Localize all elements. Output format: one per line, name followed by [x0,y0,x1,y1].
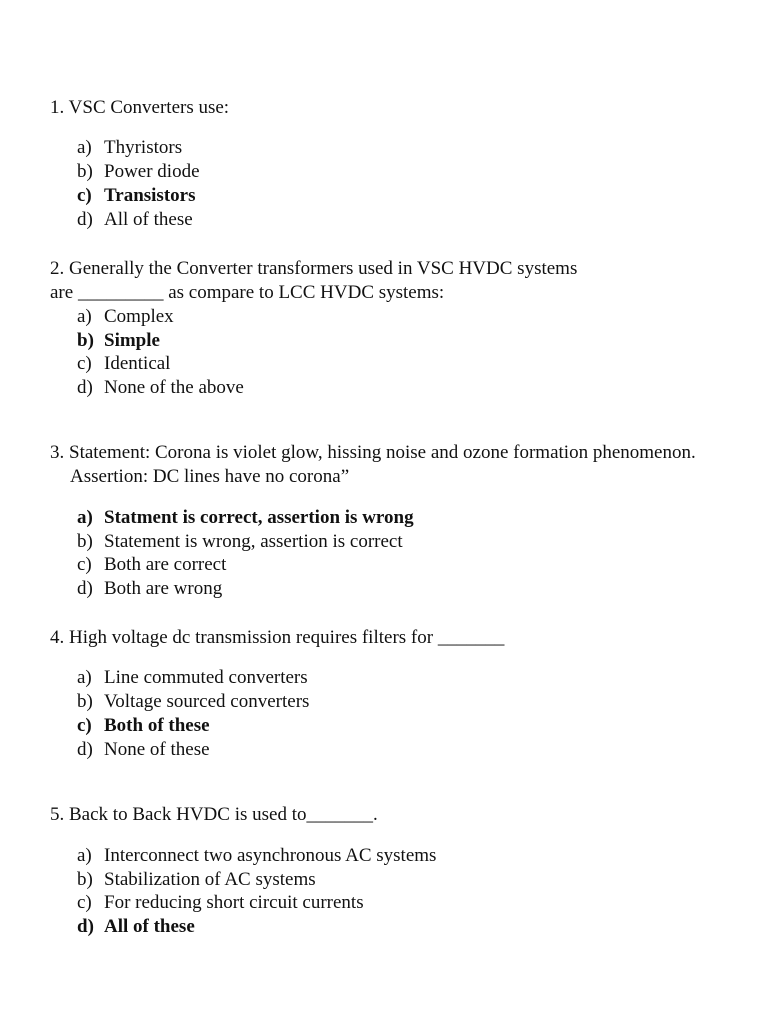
question-5-stem-line-1: 5. Back to Back HVDC is used to_______. [50,804,378,825]
question-1-option-d [77,208,193,232]
option-letter: d) [77,739,93,760]
option-text: Statment is correct, assertion is wrong [104,507,414,528]
option-text: All of these [104,916,195,937]
question-5-option-d [77,915,195,939]
option-text: Thyristors [104,137,183,158]
question-4-stem-line-1: 4. High voltage dc transmission requires filters for _______ [50,627,505,648]
option-text: Voltage sourced converters [104,691,310,712]
option-text: Both of these [104,715,210,736]
option-letter: c) [77,892,92,913]
option-text: None of these [104,739,210,760]
option-text: None of the above [104,377,244,398]
option-letter: c) [77,554,92,575]
option-text: Both are wrong [104,578,223,599]
question-3-option-c [77,553,226,577]
option-text: For reducing short circuit currents [104,892,364,913]
question-3-stem-line-1: 3. Statement: Corona is violet glow, hissing noise and ozone formation phenomenon. [50,442,696,463]
option-text: Simple [104,330,160,351]
question-1-stem-line-1: 1. VSC Converters use: [50,97,230,118]
option-letter: b) [77,330,94,351]
question-1-option-b [77,160,200,184]
question-3-option-a [77,506,414,530]
option-text: Transistors [104,185,196,206]
question-1-option-c [77,184,195,208]
option-letter: b) [77,531,93,552]
option-letter: b) [77,691,93,712]
option-letter: a) [77,137,92,158]
option-letter: c) [77,353,92,374]
option-text: Line commuted converters [104,667,308,688]
option-text: Identical [104,353,171,374]
option-text: Statement is wrong, assertion is correct [104,531,403,552]
option-text: Both are correct [104,554,227,575]
question-2-option-b [77,329,160,353]
option-letter: b) [77,869,93,890]
option-letter: d) [77,209,93,230]
option-text: Power diode [104,161,200,182]
question-4-option-a [77,666,308,690]
option-letter: c) [77,185,92,206]
option-letter: d) [77,377,93,398]
question-4-option-d [77,738,210,762]
question-3-option-d [77,577,222,601]
question-2-option-d [77,376,244,400]
option-text: Stabilization of AC systems [104,869,316,890]
question-1-option-a [77,136,182,160]
option-text: Complex [104,306,174,327]
question-2-option-a [77,305,174,329]
option-text: Interconnect two asynchronous AC systems [104,845,437,866]
question-5-option-a [77,844,436,868]
option-text: All of these [104,209,193,230]
option-letter: b) [77,161,93,182]
option-letter: a) [77,507,93,528]
question-2-stem-line-1: 2. Generally the Converter transformers used in VSC HVDC systems [50,258,578,279]
option-letter: d) [77,578,93,599]
question-3-stem-line-2: Assertion: DC lines have no corona” [70,466,350,487]
option-letter: d) [77,916,94,937]
question-4-option-b [77,690,309,714]
option-letter: c) [77,715,92,736]
question-4-option-c [77,714,210,738]
option-letter: a) [77,306,92,327]
question-2-stem-line-2: are _________ as compare to LCC HVDC systems: [50,282,445,303]
question-3-option-b [77,530,403,554]
question-2-option-c [77,352,170,376]
question-5-option-b [77,868,316,892]
question-5-option-c [77,891,364,915]
option-letter: a) [77,845,92,866]
option-letter: a) [77,667,92,688]
